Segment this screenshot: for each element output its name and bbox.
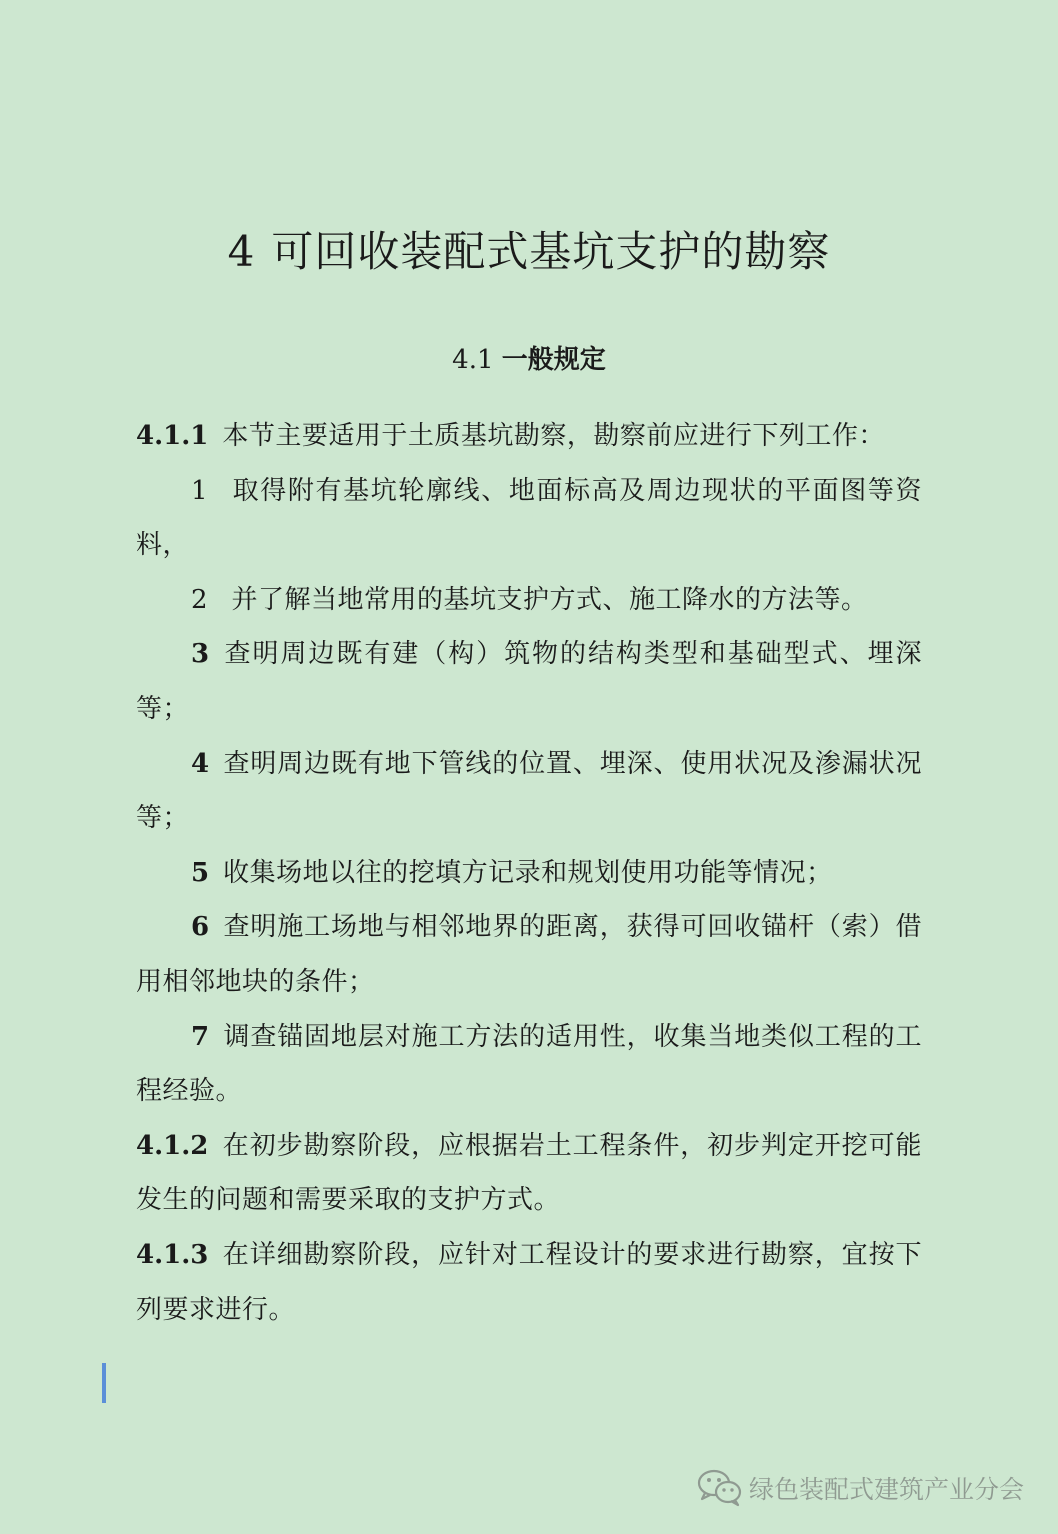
chapter-title-text: 可回收装配式基坑支护的勘察 <box>271 227 831 276</box>
clause-number: 4.1.2 <box>136 1130 209 1161</box>
text-cursor-bar <box>102 1363 106 1403</box>
clause-number: 4.1.1 <box>136 421 209 451</box>
item-number: 3 <box>191 639 210 670</box>
clause-number: 4.1.3 <box>136 1239 209 1270</box>
item-text: 查明周边既有建（构）筑物的结构类型和基础型式、埋深等； <box>136 639 922 724</box>
chapter-title <box>0 222 1058 282</box>
document-body <box>136 409 922 1337</box>
item-text: 并了解当地常用的基坑支护方式、施工降水的方法等。 <box>231 584 868 615</box>
clause-text: 在初步勘察阶段，应根据岩土工程条件，初步判定开挖可能发生的问题和需要采取的支护方式。 <box>136 1130 922 1216</box>
list-item <box>136 464 922 573</box>
clause-4-1-1 <box>136 409 922 464</box>
list-item <box>136 900 922 1009</box>
item-number: 6 <box>191 912 210 943</box>
item-text: 取得附有基坑轮廓线、地面标高及周边现状的平面图等资料， <box>136 475 922 561</box>
section-title <box>0 342 1058 378</box>
item-text: 收集场地以往的挖填方记录和规划使用功能等情况； <box>223 857 833 888</box>
item-number: 5 <box>191 857 210 888</box>
chapter-number: 4 <box>227 227 256 276</box>
clause-text: 本节主要适用于土质基坑勘察，勘察前应进行下列工作： <box>222 421 885 451</box>
clause-4-1-3 <box>136 1228 922 1337</box>
item-number: 2 <box>191 584 208 615</box>
list-item <box>136 737 922 846</box>
list-item <box>136 573 922 628</box>
list-item <box>136 627 922 736</box>
item-text: 调查锚固地层对施工方法的适用性，收集当地类似工程的工程经验。 <box>136 1021 922 1107</box>
item-number: 7 <box>191 1021 210 1052</box>
wechat-icon <box>697 1468 743 1508</box>
item-number: 4 <box>191 748 210 779</box>
item-number: 1 <box>191 475 208 506</box>
list-item <box>136 846 922 901</box>
list-item <box>136 1010 922 1119</box>
clause-text: 在详细勘察阶段，应针对工程设计的要求进行勘察，宜按下列要求进行。 <box>136 1239 922 1325</box>
item-text: 查明施工场地与相邻地界的距离，获得可回收锚杆（索）借用相邻地块的条件； <box>136 912 922 997</box>
watermark <box>697 1466 1024 1510</box>
clause-4-1-2 <box>136 1119 922 1228</box>
section-title-text: 一般规定 <box>501 345 606 375</box>
watermark-text: 绿色装配式建筑产业分会 <box>748 1475 1024 1504</box>
item-text: 查明周边既有地下管线的位置、埋深、使用状况及渗漏状况等； <box>136 748 922 834</box>
section-number: 4.1 <box>452 345 494 375</box>
